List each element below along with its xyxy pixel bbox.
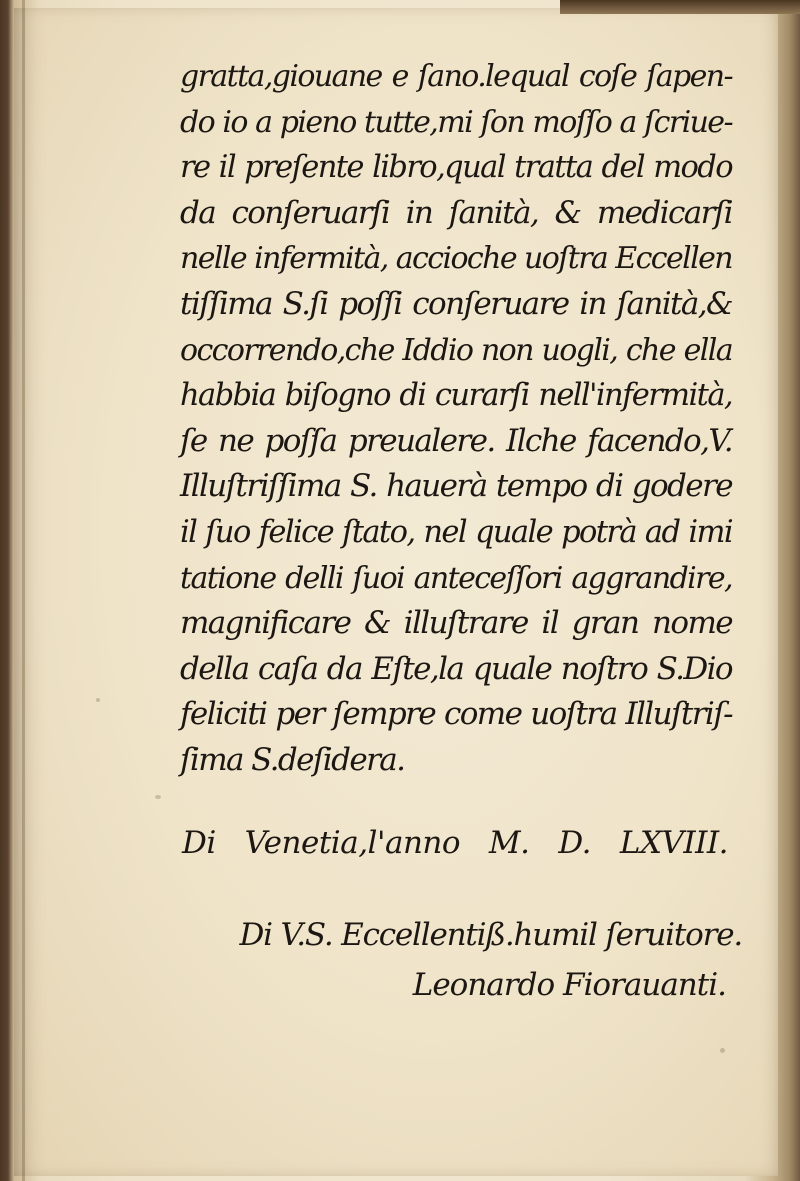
text-line: feliciti per ſempre come uoſtra Illuſtriſ- xyxy=(180,696,732,733)
text-line: occorrendo,che Iddio non uogli, che ella xyxy=(180,332,732,368)
gutter-edge xyxy=(22,0,25,1181)
text-line: tatione delli ſuoi anteceſſori aggrandire, xyxy=(180,560,732,596)
text-line: Illuſtriſſima S. hauerà tempo di godere xyxy=(180,468,732,505)
text-line: ſe ne poſſa preualere. Ilche facendo,V. xyxy=(180,422,732,459)
paper-speck xyxy=(720,1048,725,1053)
author-name: Leonardo Fiorauanti. xyxy=(412,967,726,1003)
text-line: habbia biſogno di curarſi nell'infermità, xyxy=(180,378,732,414)
text-line: da conſeruarſi in ſanità, & medicarſi xyxy=(180,194,732,231)
paper-speck xyxy=(96,698,100,702)
text-line: magnificare & illuſtrare il gran nome xyxy=(180,605,732,642)
text-line: della caſa da Eſte,la quale noſtro S.Dio xyxy=(180,650,732,687)
dateline: Di Venetia,l'anno M. D. LXVIII. xyxy=(182,825,728,861)
body-text xyxy=(180,54,732,784)
binding-strip xyxy=(560,0,800,14)
text-line: tiſſima S.ſi poſſi conſeruare in ſanità,& xyxy=(180,285,732,322)
text-line: do io a pieno tutte,mi ſon moſſo a ſcriue- xyxy=(180,104,732,140)
text-line: il ſuo felice ſtato, nel quale potrà ad imi xyxy=(180,514,732,550)
paper-speck xyxy=(155,795,161,799)
text-line: gratta,giouane e ſano.lequal coſe ſapen- xyxy=(180,59,732,94)
text-line: re il preſente libro,qual tratta del modo xyxy=(180,150,732,186)
text-line: nelle infermità, accioche uoſtra Eccellen xyxy=(180,241,732,277)
signature-line: Di V.S. Eccellentiß.humil ſeruitore. xyxy=(239,917,742,953)
text-line: ſima S.deſidera. xyxy=(180,741,405,778)
